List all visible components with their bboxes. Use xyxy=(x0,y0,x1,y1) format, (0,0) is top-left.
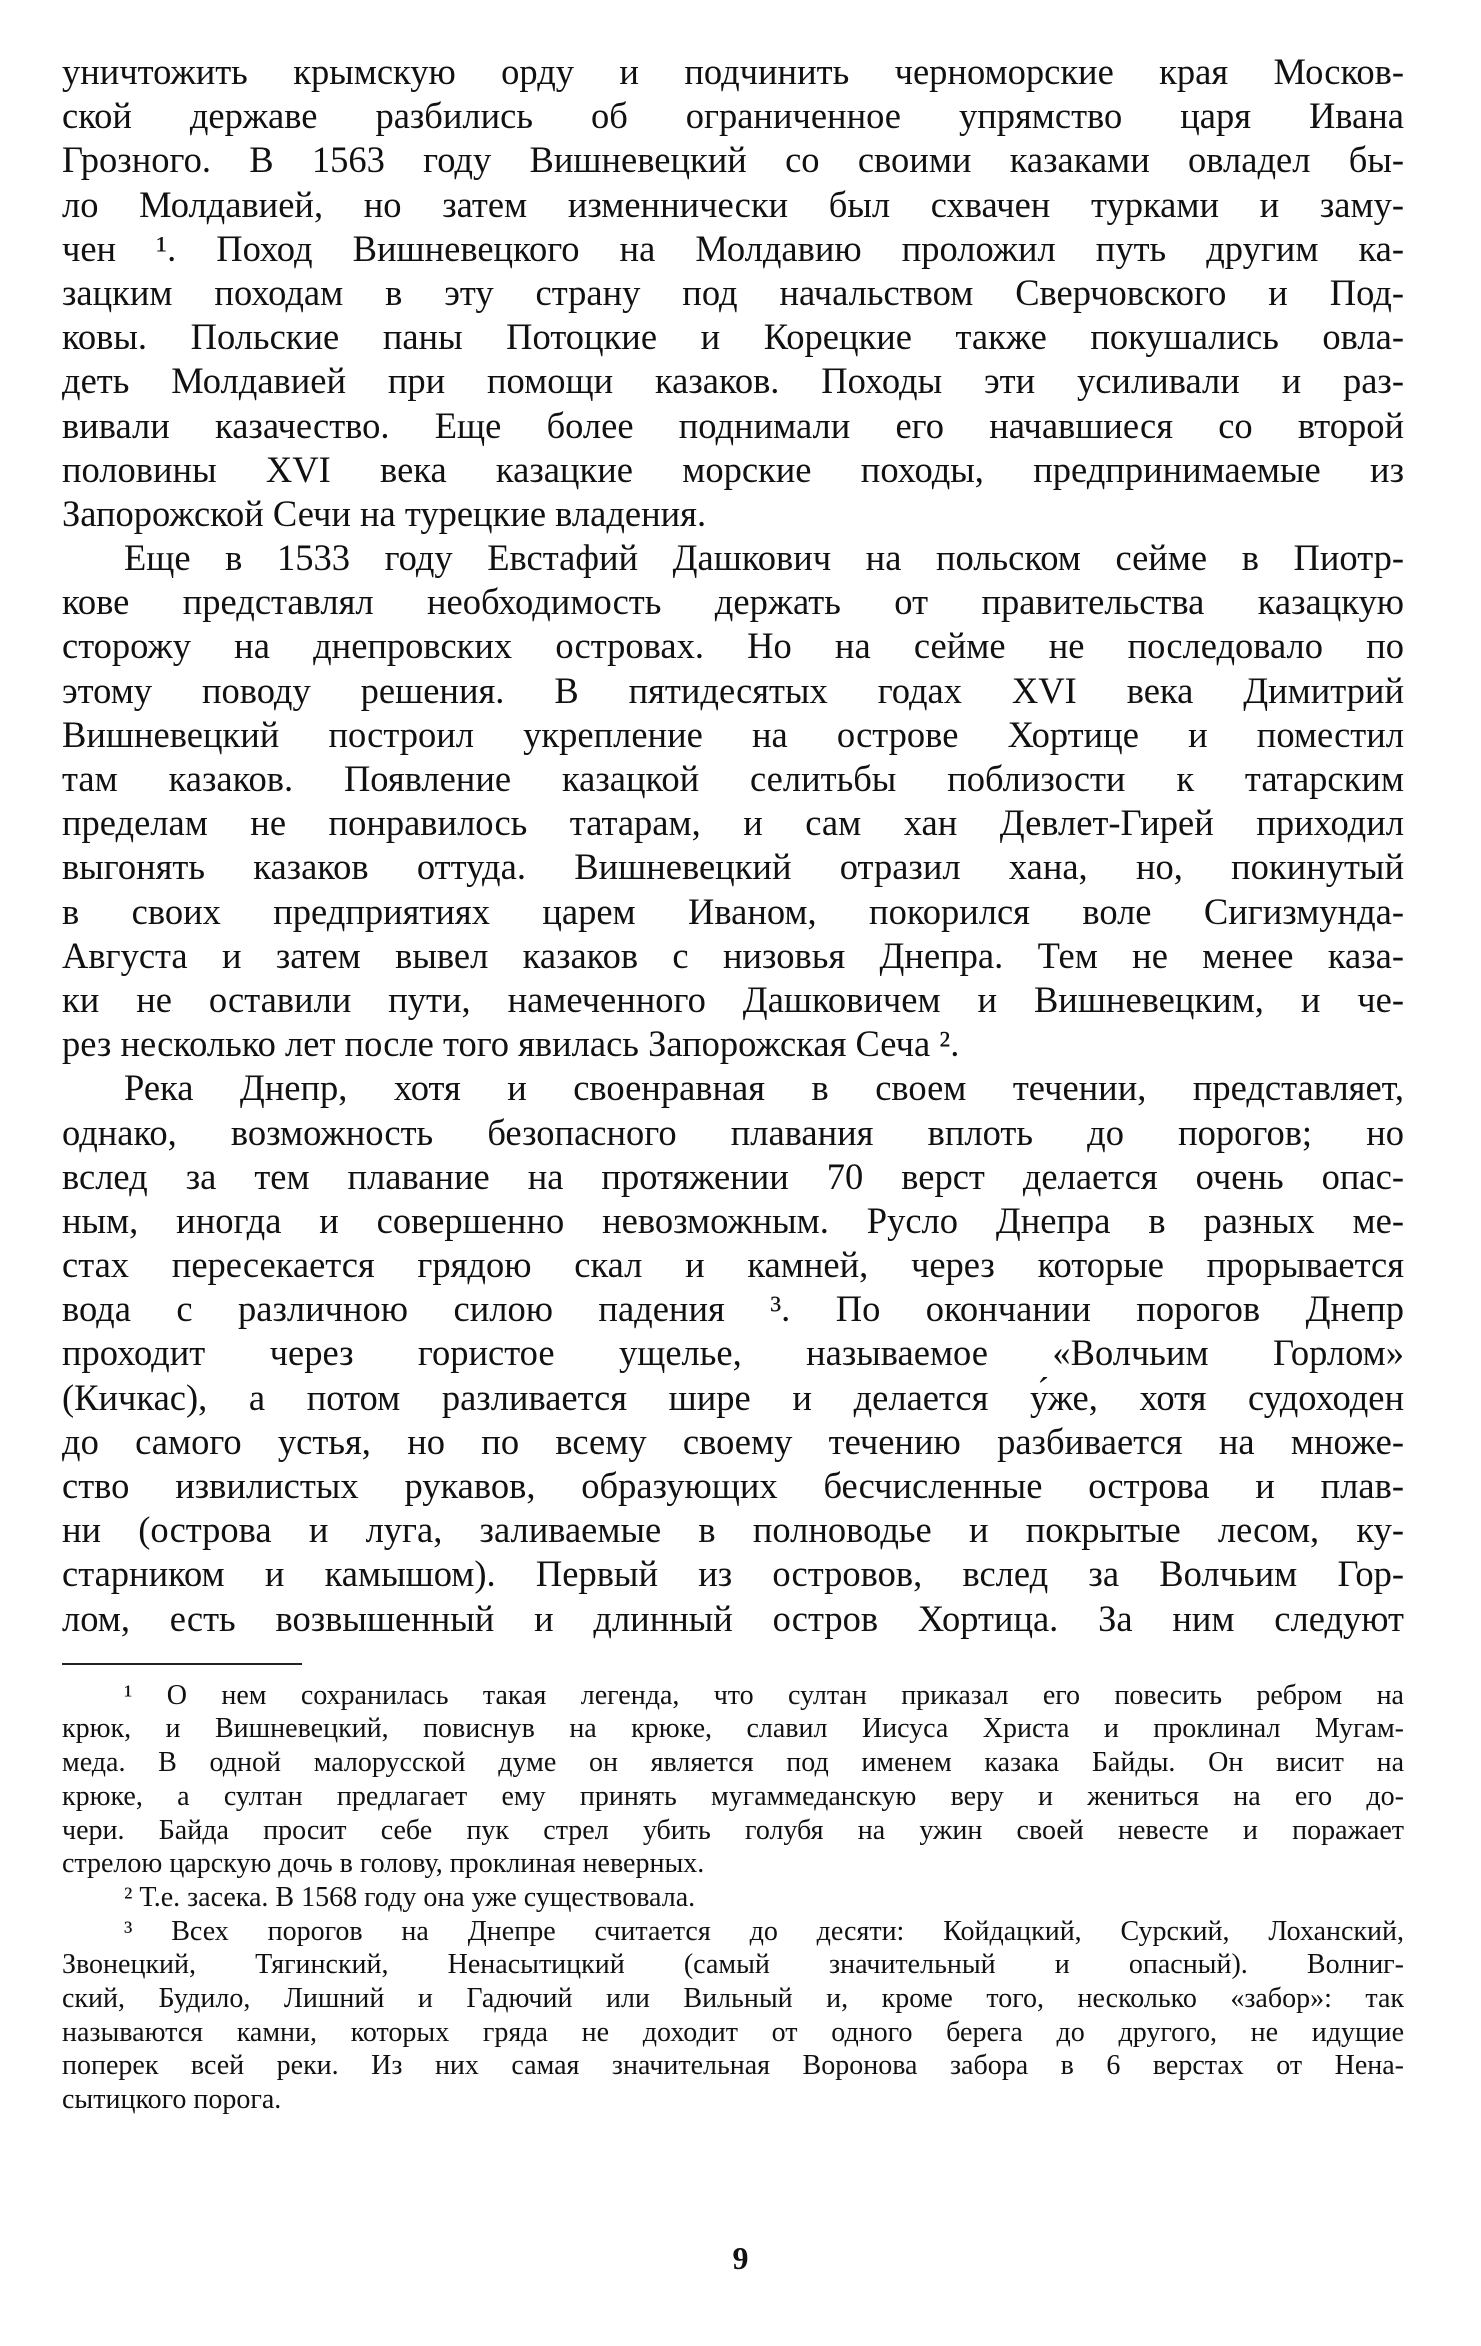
text-line: стах пересекается грядою скал и камней, через которые прорывается xyxy=(62,1244,1404,1286)
footnote-1 xyxy=(62,1679,1404,1881)
text-line: деть Молдавией при помощи казаков. Походы эти усиливали и раз- xyxy=(62,360,1404,402)
text-line: однако, возможность безопасного плавания вплоть до порогов; но xyxy=(62,1111,1404,1153)
text-line: Река Днепр, хотя и своенравная в своем течении, представляет, xyxy=(124,1067,1404,1109)
footnote-line: сытицкого порога. xyxy=(62,2084,282,2115)
text-line: (Кичкас), а потом разливается шире и делается у́же, хотя судоходен xyxy=(62,1376,1404,1418)
text-line: вивали казачество. Еще более поднимали его начавшиеся со второй xyxy=(62,404,1404,446)
footnote-line: крюк, и Вишневецкий, повиснув на крюке, славил Иисуса Христа и проклинал Мугам- xyxy=(62,1713,1404,1745)
text-line: старником и камышом). Первый из островов, вслед за Волчьим Гор- xyxy=(62,1553,1404,1595)
text-line: до самого устья, но по всему своему течению разбивается на множе- xyxy=(62,1420,1404,1462)
text-line: уничтожить крымскую орду и подчинить черноморские края Москов- xyxy=(62,51,1404,92)
document-page xyxy=(62,50,1404,2117)
footnote-line: стрелою царскую дочь в голову, проклиная неверных. xyxy=(62,1848,705,1880)
text-line: Вишневецкий построил укрепление на острове Хортице и поместил xyxy=(62,713,1404,755)
text-line: Еще в 1533 году Евстафий Дашкович на польском сейме в Пиотр- xyxy=(124,537,1404,579)
footnote-line: ¹ О нем сохранилась такая легенда, что султан приказал его повесить ребром на xyxy=(124,1679,1404,1711)
text-line: ки не оставили пути, намеченного Дашковичем и Вишневецким, и че- xyxy=(62,978,1404,1020)
paragraph-3 xyxy=(62,1066,1404,1640)
footnote-line: ² Т.е. засека. В 1568 году она уже существовала. xyxy=(124,1881,696,1913)
text-line: Запорожской Сечи на турецкие владения. xyxy=(62,492,707,534)
text-line: кове представлял необходимость держать от правительства казацкую xyxy=(62,581,1404,623)
text-line: лом, есть возвышенный и длинный остров Хортица. За ним следуют xyxy=(62,1597,1404,1639)
footnote-line: крюке, а султан предлагает ему принять мугаммеданскую веру и жениться на его до- xyxy=(62,1780,1404,1812)
footnote-line: ский, Будило, Лишний и Гадючий или Вильный и, кроме того, несколько «забор»: так xyxy=(62,1982,1404,2014)
footnote-line: Звонецкий, Тягинский, Ненасытицкий (самый значительный и опасный). Волниг- xyxy=(62,1949,1404,1981)
text-line: пределам не понравилось татарам, и сам хан Девлет-Гирей приходил xyxy=(62,802,1404,844)
footnote-line: чери. Байда просит себе пук стрел убить голубя на ужин своей невесте и поражает xyxy=(62,1814,1404,1846)
footnote-2 xyxy=(62,1881,1404,1915)
text-line: сторожу на днепровских островах. Но на сейме не последовало по xyxy=(62,625,1404,667)
text-line: ни (острова и луга, заливаемые в полноводье и покрытые лесом, ку- xyxy=(62,1509,1404,1551)
text-line: рез несколько лет после того явилась Запорожская Сеча ². xyxy=(62,1023,960,1065)
text-line: этому поводу решения. В пятидесятых годах XVI века Димитрий xyxy=(62,669,1404,711)
text-line: вода с различною силою падения ³. По окончании порогов Днепр xyxy=(62,1288,1404,1330)
paragraph-1 xyxy=(62,50,1404,536)
footnote-line: ³ Всех порогов на Днепре считается до десяти: Койдацкий, Сурский, Лоханский, xyxy=(124,1915,1404,1947)
text-line: ло Молдавией, но затем изменнически был схвачен турками и заму- xyxy=(62,183,1404,225)
text-line: выгонять казаков оттуда. Вишневецкий отразил хана, но, покинутый xyxy=(62,846,1404,888)
text-line: Грозного. В 1563 году Вишневецкий со своими казаками овладел бы- xyxy=(62,139,1404,181)
text-line: в своих предприятиях царем Иваном, покорился воле Сигизмунда- xyxy=(62,890,1404,932)
text-line: проходит через гористое ущелье, называемое «Волчьим Горлом» xyxy=(62,1332,1404,1374)
text-line: ковы. Польские паны Потоцкие и Корецкие также покушались овла- xyxy=(62,316,1404,358)
text-line: чен ¹. Поход Вишневецкого на Молдавию проложил путь другим ка- xyxy=(62,227,1404,269)
footnote-line: называются камни, которых гряда не доходит от одного берега до другого, не идущие xyxy=(62,2016,1404,2048)
footnote-line: поперек всей реки. Из них самая значительная Воронова забора в 6 верстах от Нена- xyxy=(62,2050,1404,2082)
footnote-line: меда. В одной малорусской думе он является под именем казака Байды. Он висит на xyxy=(62,1747,1404,1779)
text-line: ство извилистых рукавов, образующих бесчисленные острова и плав- xyxy=(62,1465,1404,1506)
footnote-3 xyxy=(62,1915,1404,2117)
text-line: там казаков. Появление казацкой селитьбы поблизости к татарским xyxy=(62,758,1404,799)
text-line: зацким походам в эту страну под начальством Сверчовского и Под- xyxy=(62,271,1404,313)
text-line: ской державе разбились об ограниченное упрямство царя Ивана xyxy=(62,95,1404,137)
footnote-divider xyxy=(62,1663,302,1665)
text-line: вслед за тем плавание на протяжении 70 верст делается очень опас- xyxy=(62,1155,1404,1197)
text-line: Августа и затем вывел казаков с низовья Днепра. Тем не менее каза- xyxy=(62,934,1404,976)
text-line: ным, иногда и совершенно невозможным. Русло Днепра в разных ме- xyxy=(62,1199,1404,1241)
page-number: 9 xyxy=(732,2240,749,2276)
text-line: половины XVI века казацкие морские походы, предпринимаемые из xyxy=(62,448,1404,490)
paragraph-2 xyxy=(62,536,1404,1066)
